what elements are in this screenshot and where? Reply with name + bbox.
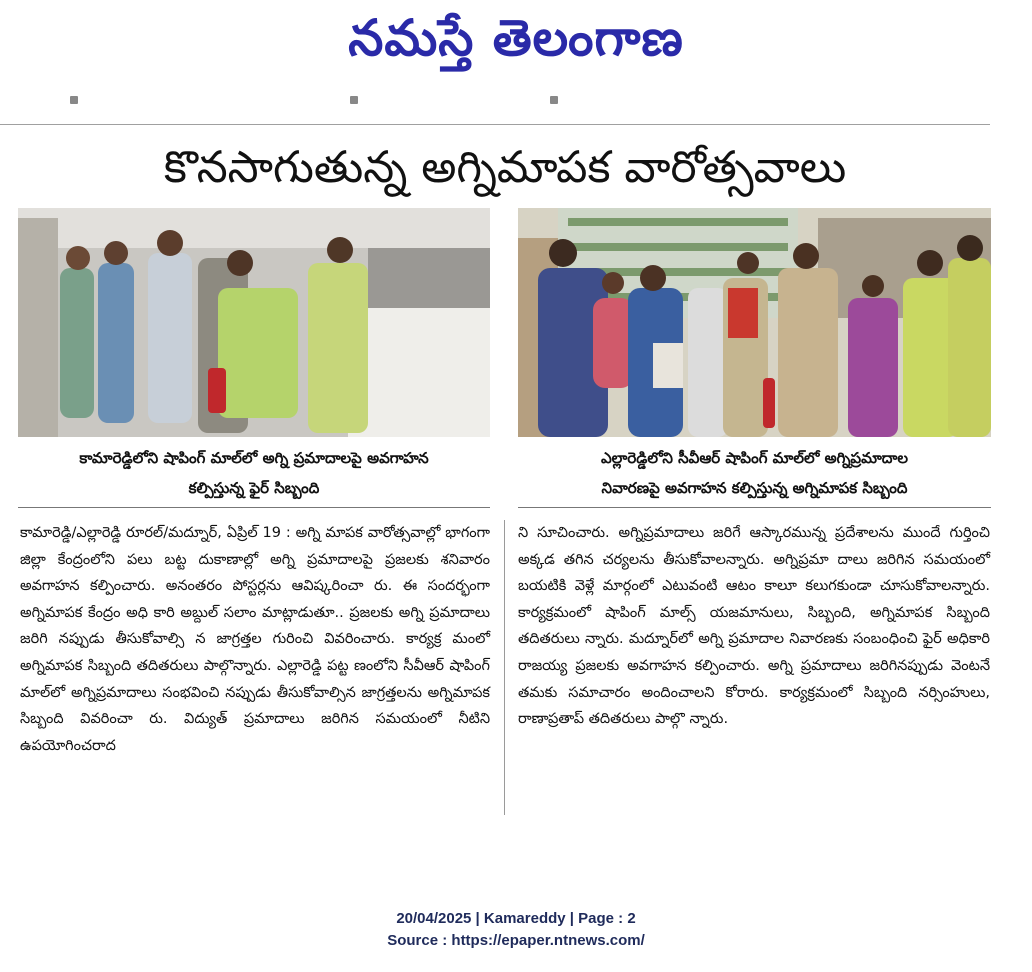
photo-caption-left-line1: కామారెడ్డిలోని షాపింగ్ మాల్‌లో అగ్ని ప్రమాదాలపై అవగాహన	[79, 449, 429, 467]
footer-source-link[interactable]: Source : https://epaper.ntnews.com/	[387, 932, 645, 949]
photo-kamareddy	[18, 208, 490, 437]
photo-caption-right-line2: నివారణపై అవగాహన కల్పిస్తున్న అగ్నిమాపక సిబ్బంది	[601, 479, 908, 497]
photo-caption-right	[518, 443, 991, 503]
photo-yellareddy	[518, 208, 991, 437]
photo-caption-left-line2: కల్పిస్తున్న ఫైర్ సిబ్బంది	[188, 479, 320, 497]
column-rule	[504, 520, 505, 815]
article-body-right-column: ని సూచించారు. అగ్నిప్రమాదాలు జరిగే ఆస్కారమున్న ప్రదేశాలను ముందే గుర్తించి అక్కడ తగిన చర్యలను తీసుకోవాలన్నారు. అగ్నిప్రమా దాలు జరిగిన సమయంలో బయటికి వెళ్లే మార్గంలో ఎటువంటి ఆటం కాలూ కలుగకుండా చూసుకోవాలన్నారు. కార్యక్రమంలో షాపింగ్ మాల్స్ యజమానులు, సిబ్బంది, అగ్నిమాపక సిబ్బంది తదితరులు న్నారు. మద్నూర్‌లో అగ్ని ప్రమాదాల నివారణకు సంబంధించి ఫైర్ అధికారి రాజయ్య ప్రజలకు అవగాహన కల్పించారు. అగ్ని ప్రమాదాలు జరిగినప్పుడు వెంటనే తమకు సమాచారం అందించాలని కోరారు. కార్యక్రమంలో సిబ్బంది నర్సింహులు, రాణాప్రతాప్ తదితరులు పాల్గొ న్నారు.	[518, 525, 990, 728]
masthead-edition-strip	[30, 96, 990, 106]
article-headline: కొనసాగుతున్న అగ్నిమాపక వారోత్సవాలు	[163, 142, 847, 193]
footer-date-edition: 20/04/2025 | Kamareddy | Page : 2	[396, 910, 636, 927]
photo-caption-left	[18, 443, 490, 503]
caption-divider-right	[518, 507, 991, 508]
masthead-title: నమస్తే తెలంగాణ	[348, 9, 684, 67]
photo-caption-right-line1: ఎల్లారెడ్డిలోని సీవీఆర్ షాపింగ్ మాల్‌లో అగ్నిప్రమాదాల	[600, 449, 909, 467]
article-body-left-column: కామారెడ్డి/ఎల్లారెడ్డి రూరల్/మద్నూర్, ఏప్రిల్ 19 : అగ్ని మాపక వారోత్సవాల్లో భాగంగా జిల్లా కేంద్రంలోని పలు బట్ట దుకాణాల్లో అగ్ని ప్రమాదాలపై ప్రజలకు శనివారం అవగాహన కల్పించారు. అనంతరం పోస్టర్లను ఆవిష్కరించా రు. ఈ సందర్భంగా అగ్నిమాపక కేంద్రం అధి కారి అబ్దుల్ సలాం మాట్లాడుతూ.. ప్రజలకు అగ్ని ప్రమాదాలు జరిగి నప్పుడు తీసుకోవాల్సి న జాగ్రత్తల గురించి వివరించారు. కార్యక్ర మంలో అగ్నిమాపక సిబ్బంది తదితరులు పాల్గొన్నారు. ఎల్లారెడ్డి పట్ట ణంలోని సీవీఆర్ షాపింగ్ మాల్‌లో అగ్నిప్రమాదాలు సంభవించి నప్పుడు తీసుకోవాల్సిన జాగ్రత్తలను అగ్నిమాపక సిబ్బంది వివరించా రు. విద్యుత్ ప్రమాదాలు జరిగిన సమయంలో నీటిని ఉపయోగించరాద	[20, 525, 490, 754]
masthead-rule	[0, 124, 990, 125]
caption-divider-left	[18, 507, 490, 508]
